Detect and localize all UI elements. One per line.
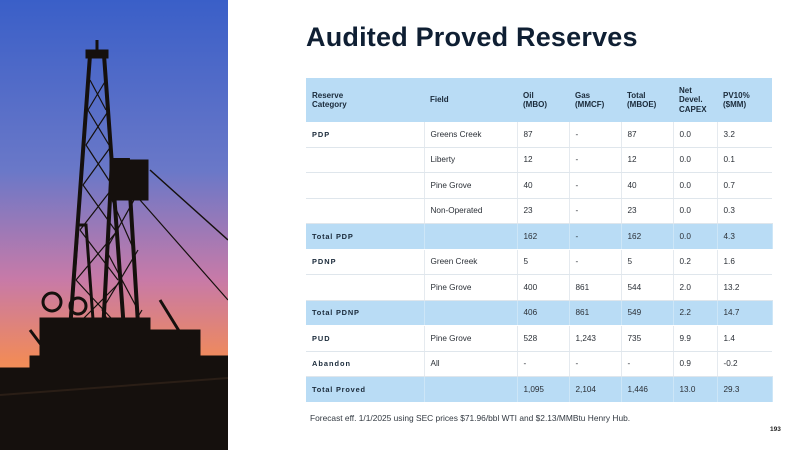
cell-pv10: 4.3 [717,224,772,250]
cell-reserve-category [306,275,424,301]
cell-field: All [424,351,517,377]
cell-net-devel-capex: 2.0 [673,275,717,301]
table-row [306,173,772,199]
table-body [306,122,772,402]
table-row [306,351,772,377]
cell-field: Pine Grove [424,173,517,199]
cell-field: Pine Grove [424,326,517,352]
cell-pv10: 14.7 [717,300,772,326]
cell-field: Pine Grove [424,275,517,301]
cell-gas: - [569,224,621,250]
cell-total: 23 [621,198,673,224]
reserves-table-container [306,78,772,403]
header-field: Field [424,78,517,122]
cell-reserve-category: PDNP [306,249,424,275]
cell-oil: 23 [517,198,569,224]
cell-total: 5 [621,249,673,275]
cell-oil: - [517,351,569,377]
cell-total: 1,446 [621,377,673,403]
table-row [306,249,772,275]
cell-gas: - [569,351,621,377]
cell-pv10: 29.3 [717,377,772,403]
cell-total: 162 [621,224,673,250]
cell-reserve-category: Total PDP [306,224,424,250]
cell-reserve-category: Total PDNP [306,300,424,326]
cell-gas: - [569,198,621,224]
cell-pv10: 0.7 [717,173,772,199]
cell-net-devel-capex: 9.9 [673,326,717,352]
cell-gas: - [569,249,621,275]
header-total: Total (MBOE) [621,78,673,122]
cell-total: - [621,351,673,377]
table-row [306,275,772,301]
footnote: Forecast eff. 1/1/2025 using SEC prices $71.96/bbl WTI and $2.13/MMBtu Henry Hub. [310,413,631,423]
cell-net-devel-capex: 0.2 [673,249,717,275]
cell-total: 549 [621,300,673,326]
table-row [306,326,772,352]
cell-pv10: 1.4 [717,326,772,352]
cell-total: 12 [621,147,673,173]
cell-field [424,377,517,403]
cell-gas: - [569,147,621,173]
cell-field: Green Creek [424,249,517,275]
table-row [306,147,772,173]
cell-field [424,224,517,250]
cell-gas: 2,104 [569,377,621,403]
cell-field: Non-Operated [424,198,517,224]
cell-oil: 162 [517,224,569,250]
cell-total: 544 [621,275,673,301]
table-total-row [306,300,772,326]
table-total-row [306,224,772,250]
header-net-devel-capex: Net Devel. CAPEX [673,78,717,122]
cell-field: Liberty [424,147,517,173]
cell-net-devel-capex: 2.2 [673,300,717,326]
cell-reserve-category: Total Proved [306,377,424,403]
cell-gas: 1,243 [569,326,621,352]
cell-oil: 87 [517,122,569,147]
cell-reserve-category [306,198,424,224]
header-gas: Gas (MMCF) [569,78,621,122]
cell-field: Greens Creek [424,122,517,147]
cell-total: 735 [621,326,673,352]
page-title: Audited Proved Reserves [306,22,638,52]
cell-oil: 528 [517,326,569,352]
cell-net-devel-capex: 13.0 [673,377,717,403]
cell-total: 87 [621,122,673,147]
cell-pv10: 1.6 [717,249,772,275]
cell-net-devel-capex: 0.0 [673,224,717,250]
header-oil: Oil (MBO) [517,78,569,122]
cell-net-devel-capex: 0.0 [673,198,717,224]
cell-total: 40 [621,173,673,199]
cell-oil: 400 [517,275,569,301]
header-reserve-category: Reserve Category [306,78,424,122]
table-header-row [306,78,772,122]
cell-pv10: 13.2 [717,275,772,301]
cell-net-devel-capex: 0.9 [673,351,717,377]
cell-oil: 5 [517,249,569,275]
cell-pv10: -0.2 [717,351,772,377]
cell-oil: 1,095 [517,377,569,403]
cell-gas: - [569,173,621,199]
cell-pv10: 0.3 [717,198,772,224]
table-row [306,198,772,224]
cell-pv10: 0.1 [717,147,772,173]
cell-reserve-category [306,173,424,199]
cell-oil: 12 [517,147,569,173]
cell-pv10: 3.2 [717,122,772,147]
cell-net-devel-capex: 0.0 [673,122,717,147]
cell-gas: 861 [569,275,621,301]
drilling-rig-photo [0,0,228,450]
drilling-rig-silhouette-image [0,0,228,450]
cell-reserve-category [306,147,424,173]
header-pv10: PV10% ($MM) [717,78,772,122]
cell-oil: 406 [517,300,569,326]
table-row [306,122,772,147]
cell-net-devel-capex: 0.0 [673,173,717,199]
cell-reserve-category: Abandon [306,351,424,377]
table-total-row [306,377,772,403]
cell-oil: 40 [517,173,569,199]
cell-reserve-category: PDP [306,122,424,147]
cell-field [424,300,517,326]
cell-gas: - [569,122,621,147]
reserves-table [306,78,773,403]
cell-gas: 861 [569,300,621,326]
page-number: 193 [770,426,781,433]
cell-net-devel-capex: 0.0 [673,147,717,173]
cell-reserve-category: PUD [306,326,424,352]
